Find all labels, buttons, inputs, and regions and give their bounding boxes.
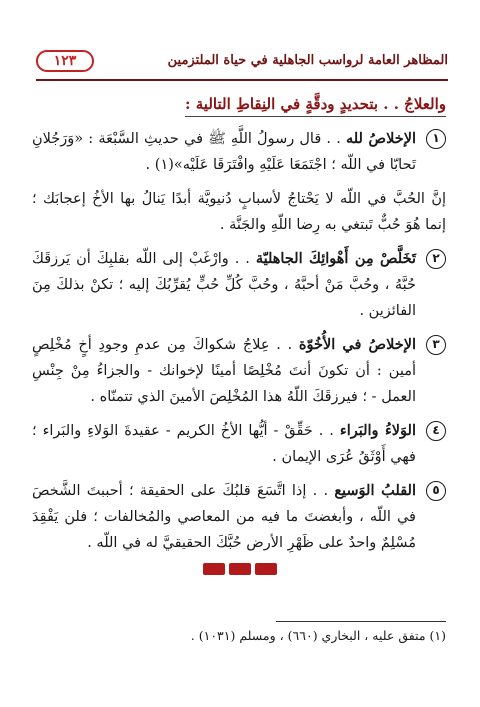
item-number-circle: ٣ — [426, 335, 446, 355]
list-item-3 — [32, 332, 446, 410]
section-heading-text: والعلاجُ . . بتحديدٍ ودقَّةٍ في النِقاطِ التالية : — [185, 95, 446, 113]
section-heading — [185, 95, 446, 117]
item-number-circle: ٥ — [426, 481, 446, 501]
ornament-mark — [229, 563, 251, 575]
footnote: (١) متفق عليه ، البخاري (٦٦٠) ، ومسلم (١٠٣١) . — [190, 628, 446, 643]
item-text: . . حَقِّقْ - أيُّها الأخُ الكريم - عقيدةَ الوَلاءِ والبَراء ؛ فهي أَوْثَقُ عُرَى الإيمان . — [32, 423, 416, 465]
item-title: تَخَلَّصْ مِن أَهْوائِكَ الجاهليّة — [255, 250, 416, 267]
main-content — [32, 126, 446, 564]
list-item-5 — [32, 478, 446, 556]
item-text: . . قال رسولُ اللَّهِ ﷺ في حديثِ السَّبْعَة : «وَرَجُلانِ تَحابّا في اللّه ؛ اجْتَمَعَا عَلَيْهِ وافْتَرَقَا عَلَيْه»(١) . — [32, 131, 416, 173]
item-title: الوَلاءُ والبَراء — [339, 422, 416, 439]
running-title: المظاهر العامة لرواسب الجاهلية في حياة الملتزمين — [167, 53, 448, 68]
page-header — [36, 50, 448, 80]
ornament-mark — [255, 563, 277, 575]
header-divider — [36, 79, 448, 81]
item-title: الإخلاصُ لله — [345, 130, 417, 147]
item-text: . . وارْغَبْ إلى اللّه بقلبِكَ أن يَرزقَكَ حُبَّهُ ، وحُبَّ مَنْ أحبَّهُ ، وحُبَّ كُلِّ حُبٍّ يُقرِّبُكَ إليه ؛ تكنْ بذلكَ مِنَ الفائزين . — [32, 251, 416, 319]
list-item-2 — [32, 246, 446, 324]
body-paragraph: إنَّ الحُبَّ في اللّه لا يَحْتاجُ لأسبابٍ دُنيويَّة أبدًا يَنالُ بها الأخُ إعجابَك ؛ إنما هُوَ حُبٌّ تَبتغي به رِضا اللّهِ والجَنَّة . — [32, 191, 446, 233]
footnote-divider — [276, 621, 446, 622]
item-text: . . إذا اتَّسَعَ قلبُكَ على الحقيقة ؛ أحببتَ الشَّخصَ في اللّه ، وأبغضتَ ما فيه من المعاصي والمُخالفات ؛ فلن يَفْقِدَ مُسْلِمٌ واحدٌ على ظَهْرِ الأرض حُبَّكَ الحقيقيَّ له في اللّه . — [32, 483, 416, 551]
page-number: ١٢٣ — [36, 50, 94, 72]
section-end-ornament — [0, 563, 480, 578]
list-item-4 — [32, 418, 446, 470]
list-item-1 — [32, 126, 446, 178]
ornament-mark — [203, 563, 225, 575]
item-title: القلبُ الوَسيع — [334, 482, 416, 499]
item-number-circle: ١ — [426, 129, 446, 149]
item-text: . . عِلاجُ شكواكَ مِن عدمِ وجودِ أخٍ مُخْلِصٍ أمين : أن تكونَ أنتَ مُخْلِصًا أمينًا لإخوانك - والجزاءُ مِنْ جِنْسِ العمل - ؛ فيرزقَكَ اللّهُ هذا المُخْلِصَ الأمينَ الذي تتمنّاه . — [32, 337, 416, 405]
item-number-circle: ٢ — [426, 249, 446, 269]
item-number-circle: ٤ — [426, 421, 446, 441]
item-title: الإخلاصُ في الأُخُوّة — [298, 336, 417, 353]
